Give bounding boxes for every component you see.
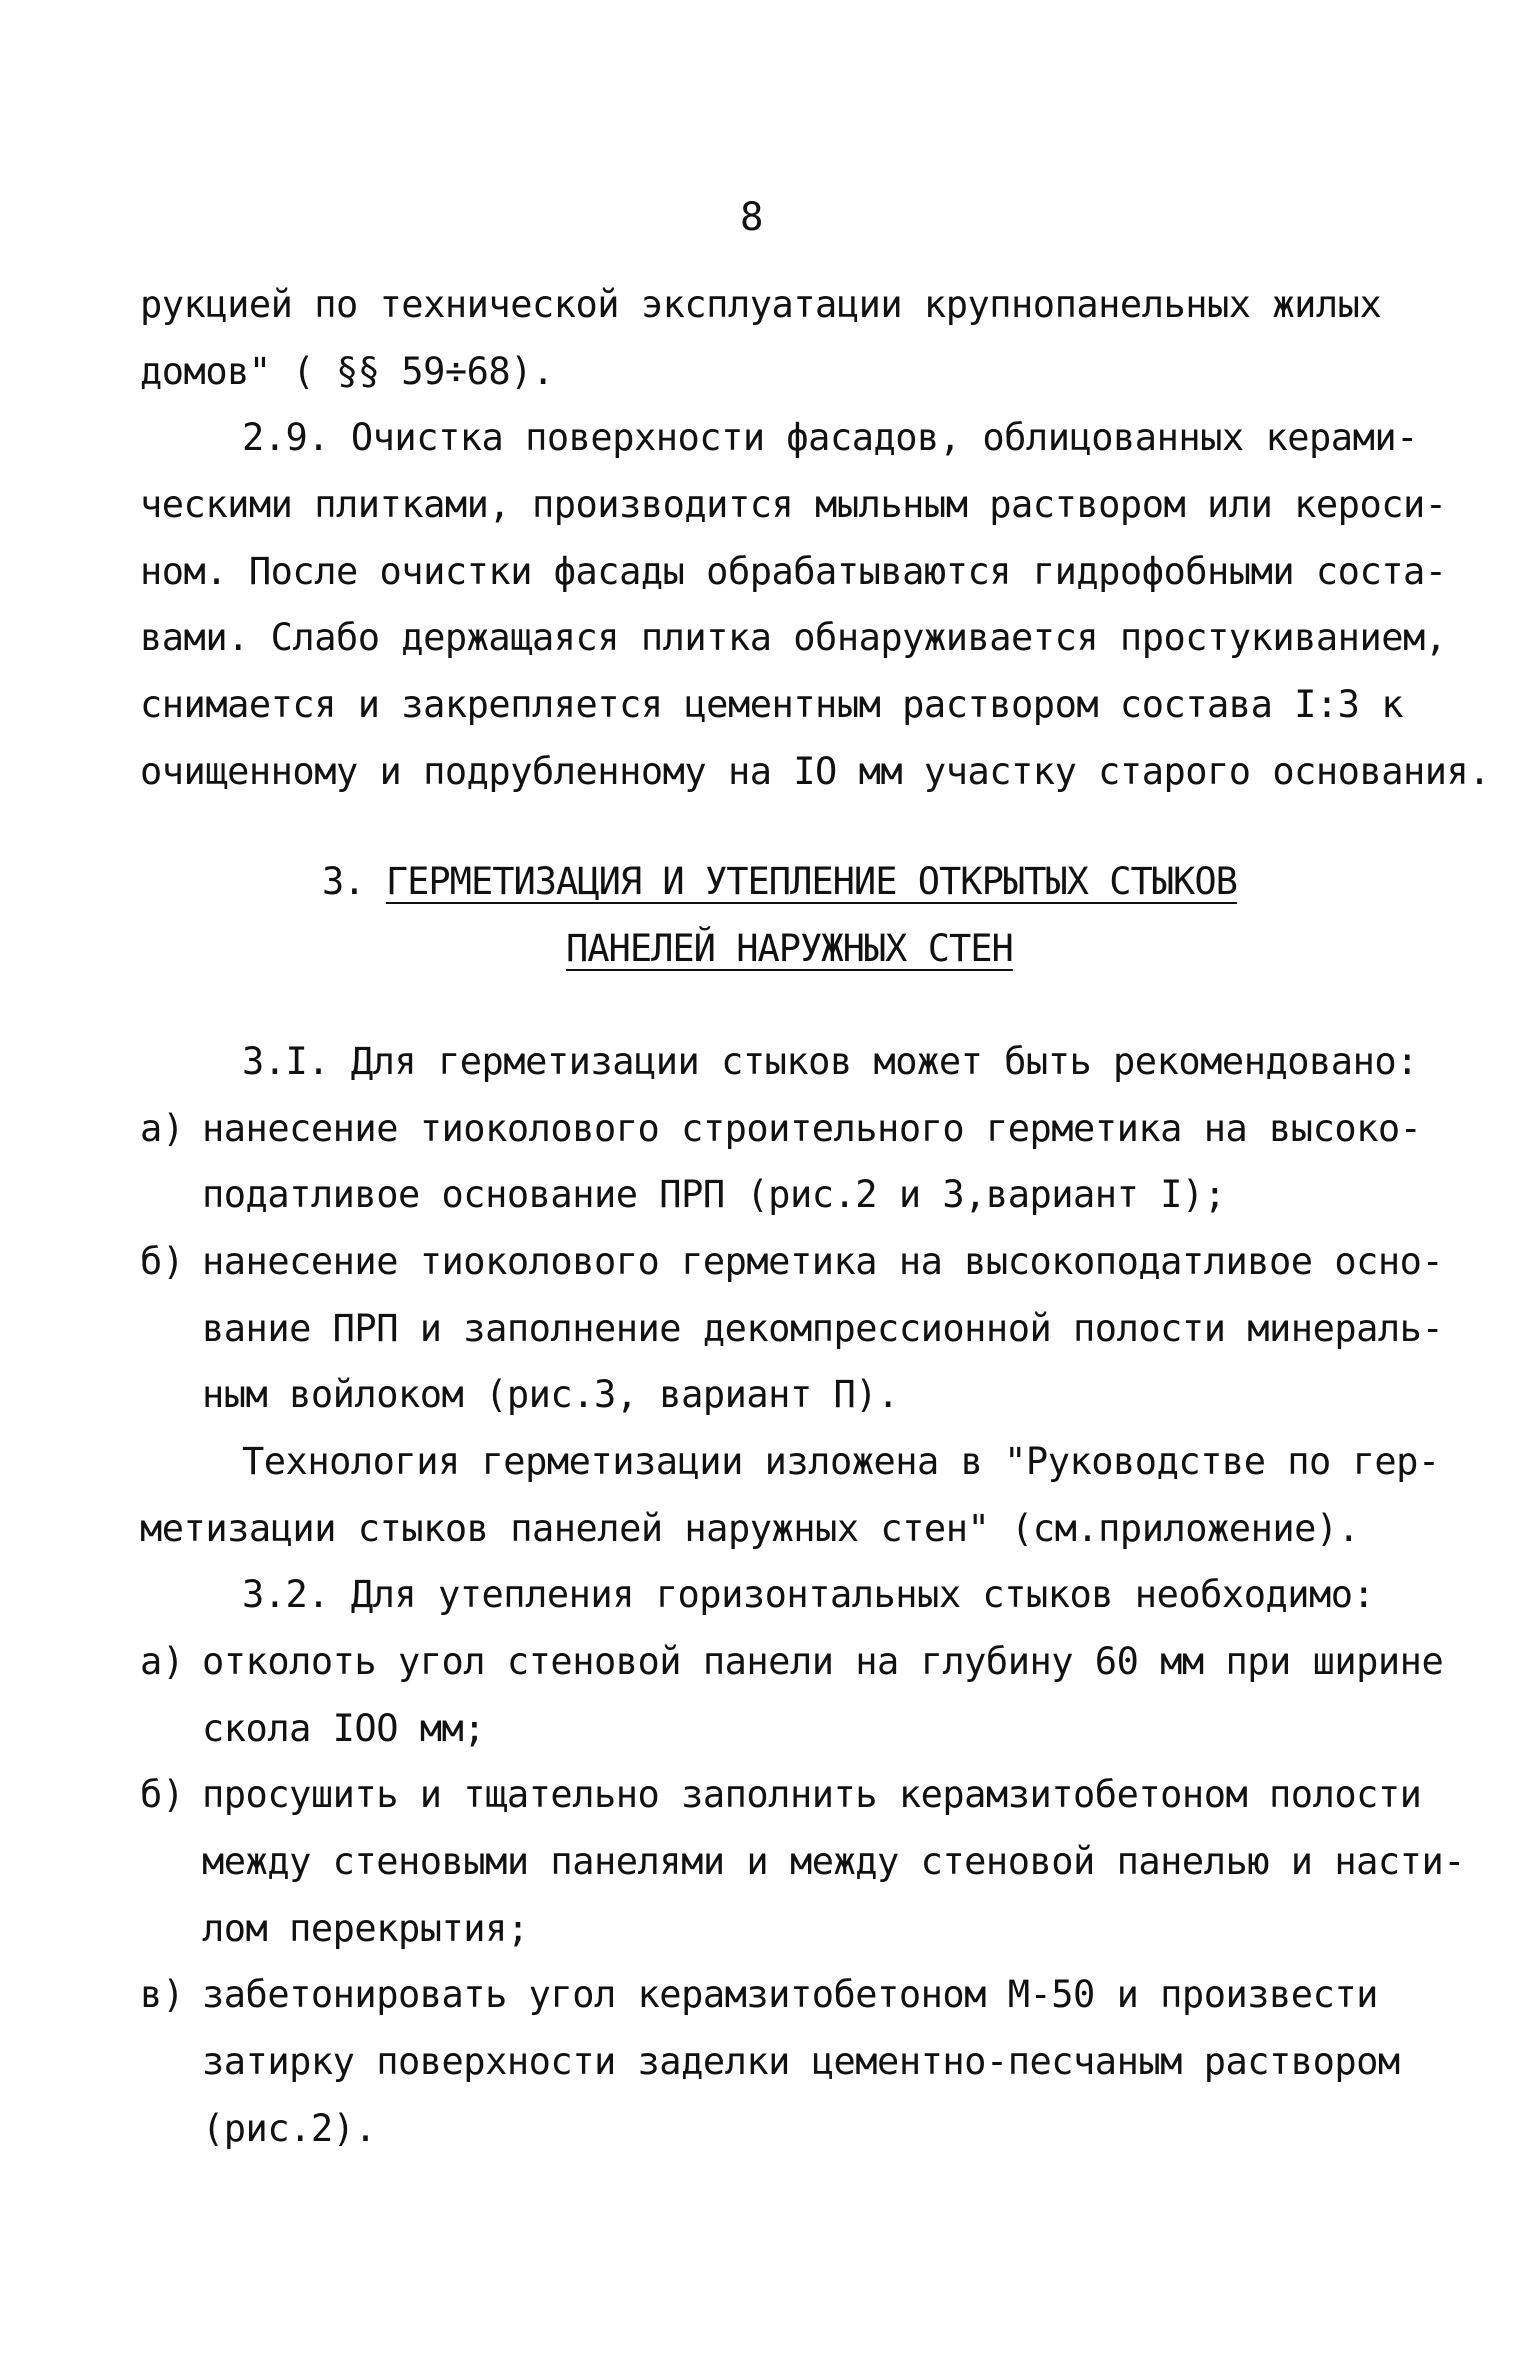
- section-heading-line-2: [566, 927, 1013, 971]
- list-item-line: нанесение тиоколового строительного герметика на высоко-: [202, 1107, 1422, 1150]
- list-label: б): [140, 1240, 185, 1283]
- list-item-line: забетонировать угол керамзитобетоном М-50 и произвести: [202, 1973, 1378, 2016]
- section-number: 3.: [322, 860, 365, 903]
- section-heading: [322, 860, 1237, 904]
- list-item-line: скола IOO мм;: [202, 1707, 486, 1750]
- list-item-line: ным войлоком (рис.3, вариант П).: [202, 1373, 899, 1416]
- list-label: а): [140, 1107, 185, 1150]
- paragraph-line: 3.2. Для утепления горизонтальных стыков необходимо:: [242, 1573, 1375, 1616]
- paragraph-line: 2.9. Очистка поверхности фасадов, облицованных керами-: [242, 416, 1418, 459]
- paragraph-line: метизации стыков панелей наружных стен" (см.приложение).: [140, 1507, 1360, 1550]
- paragraph-line: 3.I. Для герметизации стыков может быть рекомендовано:: [242, 1040, 1418, 1083]
- list-item-line: податливое основание ПРП (рис.2 и 3,вариант I);: [202, 1173, 1226, 1216]
- list-label: б): [140, 1773, 185, 1816]
- section-title-line-2: ПАНЕЛЕЙ НАРУЖНЫХ СТЕН: [566, 927, 1013, 970]
- paragraph-line: ческими плитками, производится мыльным раствором или кероси-: [140, 483, 1447, 526]
- paragraph-line: рукцией по технической эксплуатации крупнопанельных жилых: [140, 283, 1382, 326]
- paragraph-line: вами. Слабо держащаяся плитка обнаруживается простукиванием,: [140, 616, 1447, 659]
- paragraph-line: домов" ( §§ 59÷68).: [140, 350, 554, 393]
- list-label: а): [140, 1640, 185, 1683]
- paragraph-line: снимается и закрепляется цементным раствором состава I:3 к: [140, 683, 1404, 726]
- page-number: 8: [740, 195, 764, 240]
- list-label: в): [140, 1973, 185, 2016]
- paragraph-line: ном. После очистки фасады обрабатываются гидрофобными соста-: [140, 550, 1447, 593]
- paragraph-line: очищенному и подрубленному на IO мм участку старого основания.: [140, 750, 1491, 793]
- list-item-line: просушить и тщательно заполнить керамзитобетоном полости: [202, 1773, 1422, 1816]
- section-title-line-1: ГЕРМЕТИЗАЦИЯ И УТЕПЛЕНИЕ ОТКРЫТЫХ СТЫКОВ: [385, 860, 1237, 903]
- list-item-line: затирку поверхности заделки цементно-песчаным раствором: [202, 2040, 1400, 2083]
- list-item-line: между стеновыми панелями и между стеновой панелью и насти-: [202, 1840, 1466, 1883]
- list-item-line: (рис.2).: [202, 2107, 377, 2150]
- paragraph-line: Технология герметизации изложена в "Руководстве по гер-: [242, 1440, 1440, 1483]
- list-item-line: вание ПРП и заполнение декомпрессионной полости минераль-: [202, 1307, 1444, 1350]
- list-item-line: отколоть угол стеновой панели на глубину 60 мм при ширине: [202, 1640, 1444, 1683]
- list-item-line: нанесение тиоколового герметика на высокоподатливое осно-: [202, 1240, 1444, 1283]
- list-item-line: лом перекрытия;: [202, 1907, 529, 1950]
